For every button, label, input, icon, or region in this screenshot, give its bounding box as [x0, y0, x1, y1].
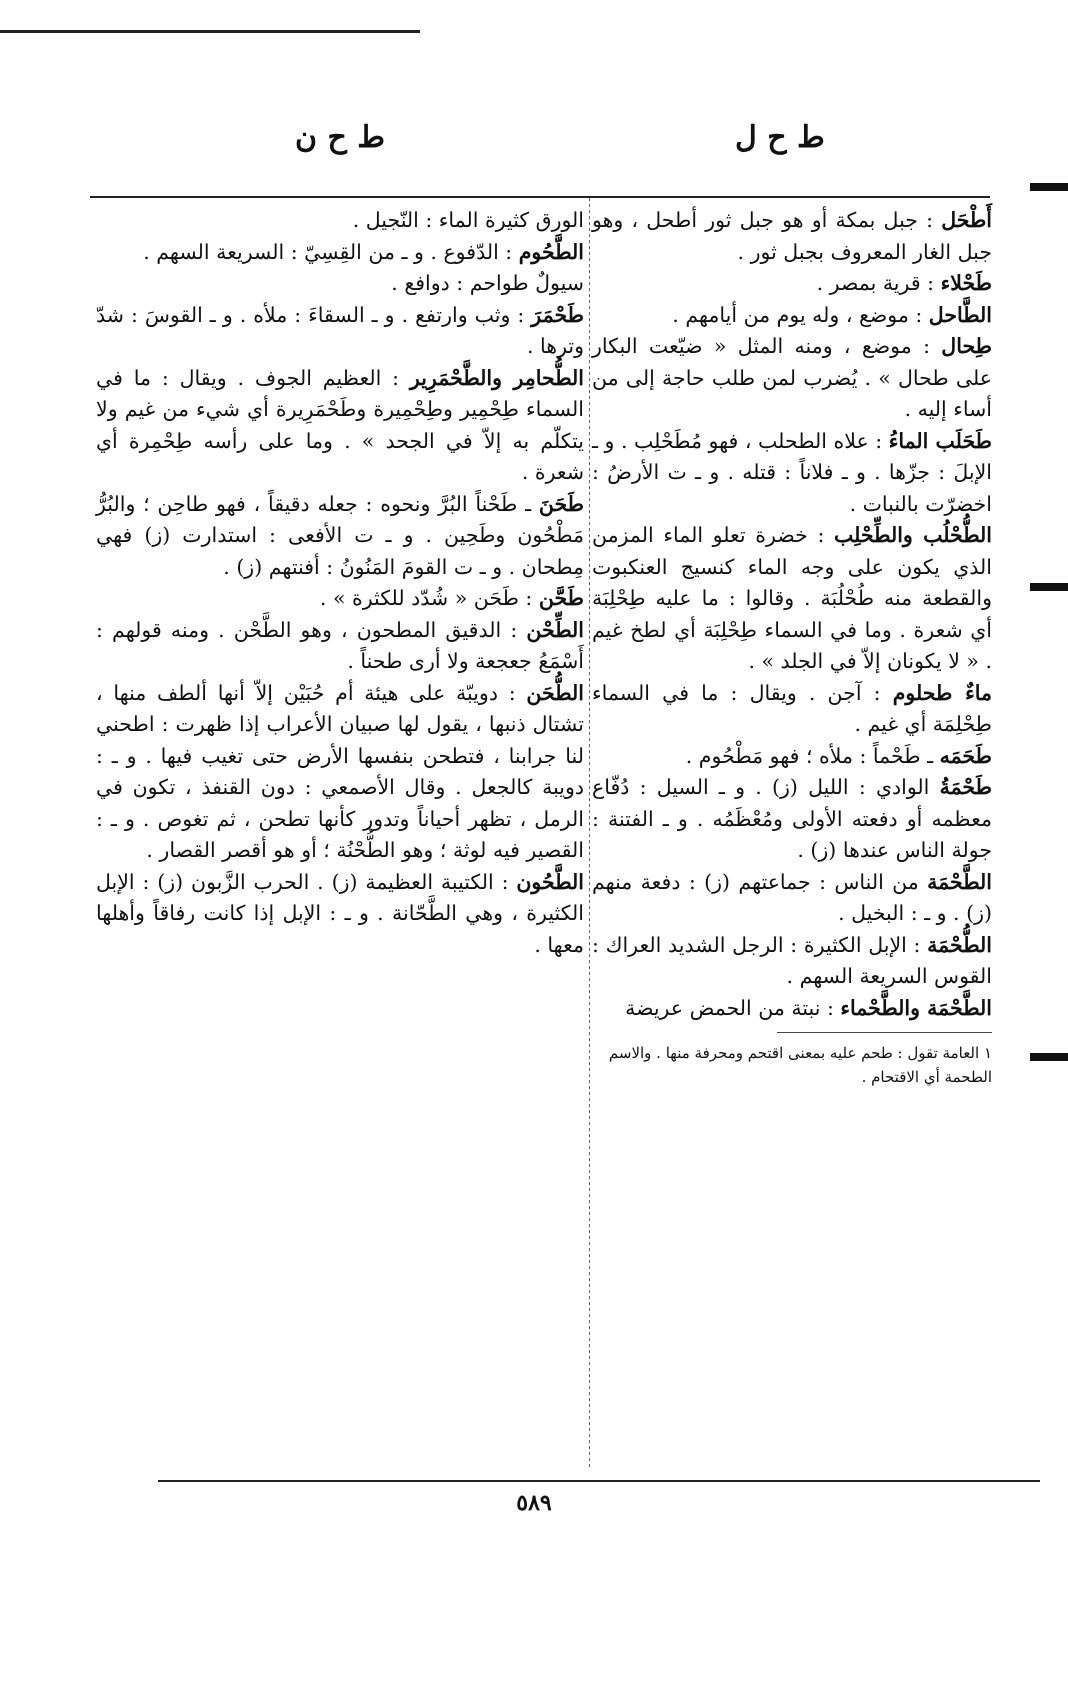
headword: طَحَّن [538, 586, 584, 610]
headword: الطَّحُوم [518, 239, 584, 264]
definition: : آجن . ويقال : ما في السماء طِحْلِمَة أي غيم . [592, 680, 992, 736]
definition: سيولٌ طواحم : دوافع . [391, 271, 584, 295]
dictionary-entry [96, 583, 584, 615]
definition: : الكتيبة العظيمة (ز) . الحرب الزَّبون (ز) : الإبل الكثيرة ، وهي الطَّحّانة . و ـ : الإبل إذا كانت رفاقاً وأهلها معها . [96, 869, 584, 957]
dictionary-entry [592, 867, 992, 930]
headword: الطُّحْلُب والطِّحْلِب [834, 523, 992, 547]
dictionary-entry [96, 615, 584, 678]
headword: الطُّحَن [526, 680, 584, 705]
headword: الطَّحْمَة والطَّحْماء [840, 995, 992, 1020]
top-edge-rule [0, 30, 420, 33]
header-rule [90, 196, 990, 198]
definition: ـ طَحْماً : ملأه ؛ فهو مَطْحُوم . [685, 743, 940, 768]
headword: طَحَلَب الماءُ [888, 428, 992, 453]
definition: ـ طَحْناً البُرَّ ونحوه : جعله دقيقاً ، فهو طاحِن ؛ والبُرُّ مَطْحُون وطَحِين . و ـ ت الأفعى : استدارت (ز) فهي مِطحان . و ـ ت القومَ المَنُونُ : أفنتهم (ز) . [96, 491, 584, 579]
dictionary-entry [592, 331, 992, 426]
margin-mark [1030, 583, 1068, 591]
dictionary-entry [592, 741, 992, 773]
dictionary-entry [96, 867, 584, 962]
definition: : نبتة من الحمض عريضة [625, 995, 841, 1020]
dictionary-entry [96, 678, 584, 867]
left-column [96, 205, 584, 961]
column-divider [589, 198, 590, 1468]
headword: طَحْلاء [940, 271, 992, 295]
dictionary-entry [96, 300, 584, 363]
definition: : الدّفوع . و ـ من القِسِيّ : السريعة السهم . [143, 239, 519, 264]
definition: : الدقيق المطحون ، وهو الطَّحْن . ومنه قولهم : أَسْمَعُ جعجعة ولا أرى طحناً . [96, 617, 584, 673]
dictionary-entry [592, 300, 992, 332]
dictionary-entry [592, 678, 992, 741]
page-header [0, 120, 1068, 190]
dictionary-entry [592, 993, 992, 1025]
header-left-root: ط ح ن [295, 120, 386, 155]
definition: : العظيم الجوف . ويقال : ما في السماء طِحْمِير وطِحْمِيرة وطَحْمَرِيرة أي شيء من غيم ولا يتكلّم به إلاّ في الجحد » . وما على رأسه طِحْمِرة أي شعرة . [96, 365, 584, 484]
definition: : جبل بمكة أو هو جبل ثور أطحل ، وهو جبل الغار المعروف بجبل ثور . [592, 208, 992, 264]
dictionary-entry [592, 205, 992, 268]
footnote: ١ العامة تقول : طحم عليه بمعنى اقتحم ومحرفة منها . والاسم الطحمة أي الاقتحام . [608, 1044, 992, 1086]
headword: طَحَمَه [939, 743, 992, 768]
definition: الورق كثيرة الماء : النّجيل . [352, 208, 584, 232]
headword: طِحال [941, 334, 992, 358]
headword: طَحْمَةُ [939, 775, 992, 799]
header-right-root: ط ح ل [735, 120, 825, 155]
dictionary-entry [592, 426, 992, 521]
definition: : موضع ، وله يوم من أيامهم . [672, 302, 929, 327]
dictionary-entry [96, 205, 584, 237]
definition: : خضرة تعلو الماء المزمن الذي يكون على وجه الماء كنسيج العنكبوت والقطعة منه طُحْلُبَة . وقالوا : ما عليه طِحْلِبَة أي شعرة . وما في السماء طِحْلِبَة أي لطخ غيم . « لا يكونان إلاّ في الجلد » . [592, 523, 992, 673]
definition: : دويبّة على هيئة أم حُبَيْن إلاّ أنها ألطف منها ، تشتال ذنبها ، يقول لها صبيان الأعراب إذا ظهرت : اطحني لنا جرابنا ، فتطحن بنفسها الأرض حتى تغيب فيها . و ـ : دويبة كالجعل . وقال الأصمعي : دون القنفذ ، تكون في الرمل ، تظهر أحياناً وتدور كأنها تطحن ، ثم تغوص . و ـ : القصير فيه لوثة ؛ وهو الطُّحْنُة ؛ أو هو أقصر القصار . [96, 680, 584, 862]
definition: : موضع ، ومنه المثل « ضيّعت البكار على طحال » . يُضرب لمن طلب حاجة إلى من أساء إليه . [592, 334, 992, 421]
dictionary-entry [592, 520, 992, 678]
definition: من الناس : جماعتهم (ز) : دفعة منهم (ز) . و ـ : البخيل . [592, 869, 992, 925]
dictionary-entry [592, 772, 992, 867]
definition: : وثب وارتفع . و ـ السقاءَ : ملأه . و ـ القوسَ : شدّ وترها . [96, 302, 584, 358]
headword: ماءٌ طحلوم [892, 680, 992, 705]
definition: : قرية بمصر . [816, 271, 941, 295]
headword: الطِّحْن [526, 617, 584, 642]
footer-rule [158, 1480, 1040, 1482]
dictionary-entry [96, 363, 584, 489]
dictionary-entry [96, 237, 584, 269]
footnote-rule [777, 1032, 992, 1033]
page-number: ٥٨٩ [516, 1490, 552, 1516]
definition: : علاه الطحلب ، فهو مُطَحْلِب . و ـ الإبلَ : جزّها . و ـ فلاناً : قتله . و ـ ت الأرضُ : اخضرّت بالنبات . [592, 428, 992, 516]
headword: طَحَنَ [538, 491, 584, 516]
definition: الوادي : الليل (ز) . و ـ السيل : دُفّاع معظمه أو دفعته الأولى ومُعْظَمُه . و ـ الفتنة : جولة الناس عندها (ز) . [592, 775, 992, 862]
headword: طَحْمَرَ [531, 302, 584, 327]
dictionary-entry [96, 268, 584, 300]
dictionary-entry [592, 268, 992, 300]
headword: الطُّحامِر والطَّحْمَرِير [409, 365, 584, 390]
headword: أَطْحَل [941, 208, 992, 232]
headword: الطَّحُون [516, 869, 584, 894]
headword: الطَّحْمَة [927, 869, 992, 894]
definition: : طَحَن « شُدّد للكثرة » . [319, 586, 539, 610]
headword: الطُّحْمَة [927, 932, 992, 957]
headword: الطَّاحل [928, 302, 992, 327]
right-column [592, 205, 992, 1089]
dictionary-entry [592, 930, 992, 993]
definition: : الإبل الكثيرة : الرجل الشديد العراك : القوس السريعة السهم . [592, 932, 992, 988]
margin-mark [1030, 1053, 1068, 1061]
dictionary-entry [96, 489, 584, 584]
